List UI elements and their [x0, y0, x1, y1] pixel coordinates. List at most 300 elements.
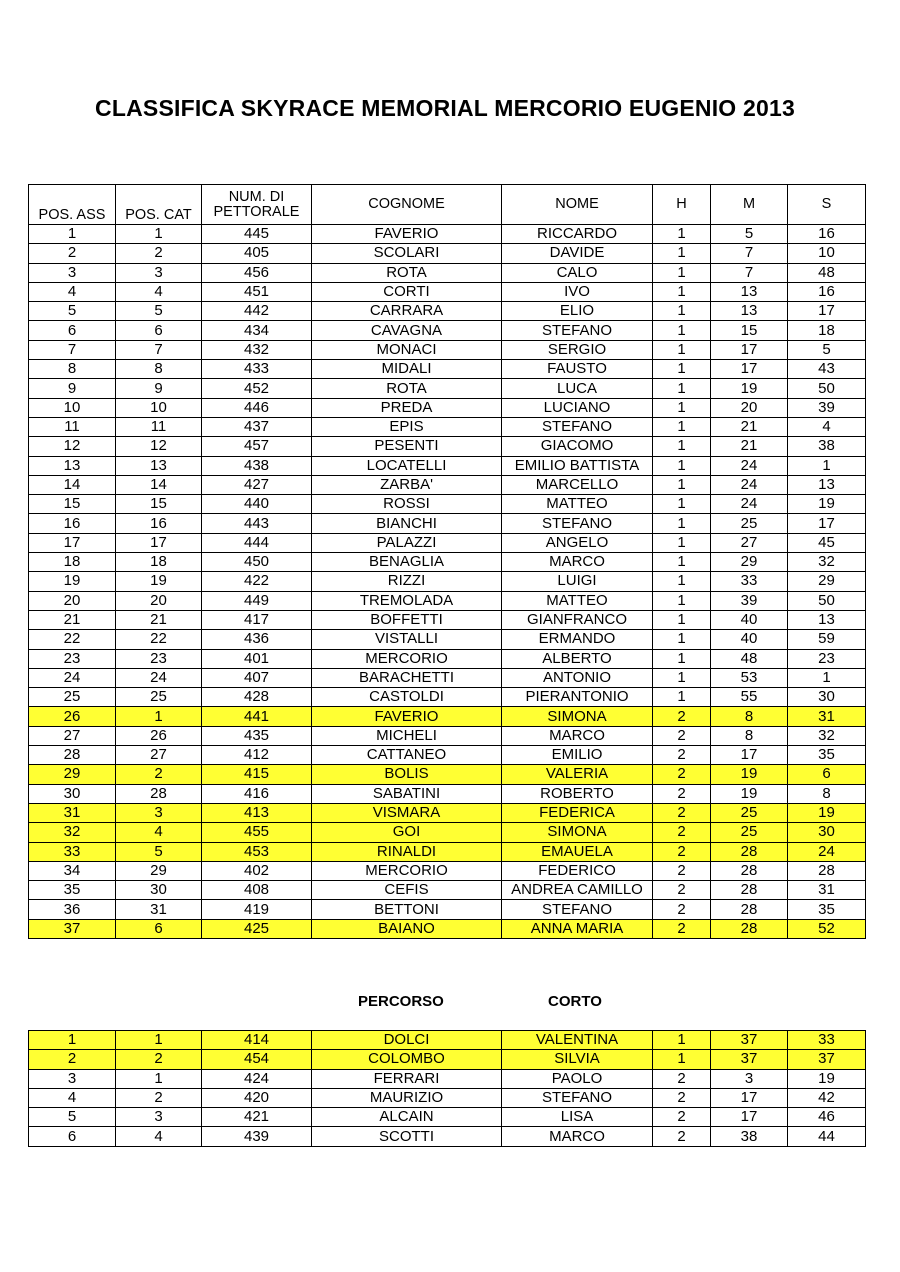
- cell-s: 19: [788, 495, 866, 514]
- table-row: [29, 572, 866, 591]
- cell-nome: SIMONA: [502, 823, 653, 842]
- table-row: [29, 514, 866, 533]
- cell-pos-ass: 5: [29, 1108, 116, 1127]
- cell-pos-cat: 10: [116, 398, 202, 417]
- table-row: [29, 417, 866, 436]
- cell-s: 31: [788, 707, 866, 726]
- header-cognome: COGNOME: [312, 185, 502, 225]
- cell-m: 40: [711, 630, 788, 649]
- cell-nome: ERMANDO: [502, 630, 653, 649]
- cell-s: 33: [788, 1031, 866, 1050]
- cell-num-pettorale: 412: [202, 746, 312, 765]
- cell-s: 29: [788, 572, 866, 591]
- cell-pos-ass: 1: [29, 225, 116, 244]
- cell-m: 28: [711, 900, 788, 919]
- cell-h: 1: [653, 456, 711, 475]
- cell-h: 1: [653, 630, 711, 649]
- cell-pos-cat: 4: [116, 1127, 202, 1146]
- cell-h: 1: [653, 417, 711, 436]
- cell-nome: LUCA: [502, 379, 653, 398]
- cell-nome: STEFANO: [502, 321, 653, 340]
- cell-pos-cat: 19: [116, 572, 202, 591]
- cell-pos-cat: 6: [116, 321, 202, 340]
- cell-s: 32: [788, 726, 866, 745]
- cell-pos-ass: 3: [29, 1069, 116, 1088]
- cell-cognome: CASTOLDI: [312, 688, 502, 707]
- cell-num-pettorale: 433: [202, 360, 312, 379]
- cell-pos-cat: 24: [116, 668, 202, 687]
- cell-h: 1: [653, 398, 711, 417]
- cell-num-pettorale: 457: [202, 437, 312, 456]
- cell-num-pettorale: 437: [202, 417, 312, 436]
- cell-pos-cat: 3: [116, 1108, 202, 1127]
- cell-nome: ANTONIO: [502, 668, 653, 687]
- cell-pos-cat: 2: [116, 1050, 202, 1069]
- cell-pos-ass: 26: [29, 707, 116, 726]
- cell-pos-ass: 37: [29, 919, 116, 938]
- table-row: [29, 610, 866, 629]
- cell-pos-cat: 14: [116, 475, 202, 494]
- cell-m: 5: [711, 225, 788, 244]
- cell-nome: MARCELLO: [502, 475, 653, 494]
- cell-pos-cat: 4: [116, 282, 202, 301]
- table-row: [29, 630, 866, 649]
- cell-num-pettorale: 449: [202, 591, 312, 610]
- table-row: [29, 340, 866, 359]
- cell-pos-cat: 1: [116, 707, 202, 726]
- cell-num-pettorale: 407: [202, 668, 312, 687]
- cell-cognome: ZARBA': [312, 475, 502, 494]
- table-row: [29, 321, 866, 340]
- cell-pos-ass: 2: [29, 1050, 116, 1069]
- cell-pos-cat: 31: [116, 900, 202, 919]
- cell-nome: ANGELO: [502, 533, 653, 552]
- cell-pos-cat: 20: [116, 591, 202, 610]
- cell-pos-ass: 17: [29, 533, 116, 552]
- cell-nome: ROBERTO: [502, 784, 653, 803]
- cell-num-pettorale: 444: [202, 533, 312, 552]
- cell-cognome: MERCORIO: [312, 649, 502, 668]
- cell-m: 37: [711, 1050, 788, 1069]
- cell-pos-cat: 2: [116, 244, 202, 263]
- cell-cognome: MIDALI: [312, 360, 502, 379]
- cell-cognome: MERCORIO: [312, 861, 502, 880]
- cell-pos-ass: 9: [29, 379, 116, 398]
- cell-h: 1: [653, 553, 711, 572]
- table-row: [29, 726, 866, 745]
- cell-s: 28: [788, 861, 866, 880]
- table-row: [29, 842, 866, 861]
- cell-nome: MARCO: [502, 1127, 653, 1146]
- cell-nome: ALBERTO: [502, 649, 653, 668]
- cell-m: 55: [711, 688, 788, 707]
- header-pos-cat: POS. CAT: [116, 185, 202, 225]
- cell-s: 16: [788, 225, 866, 244]
- cell-pos-cat: 2: [116, 765, 202, 784]
- cell-cognome: EPIS: [312, 417, 502, 436]
- cell-m: 28: [711, 842, 788, 861]
- cell-s: 19: [788, 1069, 866, 1088]
- results-body: [29, 225, 866, 939]
- cell-pos-ass: 29: [29, 765, 116, 784]
- cell-m: 19: [711, 379, 788, 398]
- cell-nome: MARCO: [502, 726, 653, 745]
- cell-cognome: RINALDI: [312, 842, 502, 861]
- table-row: [29, 765, 866, 784]
- cell-nome: SERGIO: [502, 340, 653, 359]
- cell-cognome: LOCATELLI: [312, 456, 502, 475]
- cell-h: 1: [653, 533, 711, 552]
- table-row: [29, 456, 866, 475]
- cell-cognome: CARRARA: [312, 302, 502, 321]
- cell-h: 1: [653, 437, 711, 456]
- table-row: [29, 688, 866, 707]
- cell-cognome: CAVAGNA: [312, 321, 502, 340]
- cell-nome: MATTEO: [502, 495, 653, 514]
- table-row: [29, 1031, 866, 1050]
- cell-pos-cat: 18: [116, 553, 202, 572]
- cell-nome: SILVIA: [502, 1050, 653, 1069]
- table-row: [29, 707, 866, 726]
- cell-s: 30: [788, 688, 866, 707]
- cell-s: 59: [788, 630, 866, 649]
- cell-h: 1: [653, 514, 711, 533]
- cell-pos-ass: 5: [29, 302, 116, 321]
- cell-h: 2: [653, 726, 711, 745]
- cell-num-pettorale: 440: [202, 495, 312, 514]
- cell-num-pettorale: 408: [202, 881, 312, 900]
- cell-num-pettorale: 455: [202, 823, 312, 842]
- cell-cognome: PESENTI: [312, 437, 502, 456]
- header-m: M: [711, 185, 788, 225]
- cell-nome: FEDERICA: [502, 803, 653, 822]
- table-row: [29, 437, 866, 456]
- cell-pos-cat: 25: [116, 688, 202, 707]
- cell-s: 31: [788, 881, 866, 900]
- cell-h: 1: [653, 340, 711, 359]
- table-row: [29, 1088, 866, 1107]
- cell-cognome: ROTA: [312, 379, 502, 398]
- cell-num-pettorale: 427: [202, 475, 312, 494]
- cell-nome: STEFANO: [502, 417, 653, 436]
- header-h: H: [653, 185, 711, 225]
- cell-m: 33: [711, 572, 788, 591]
- cell-num-pettorale: 439: [202, 1127, 312, 1146]
- cell-h: 2: [653, 823, 711, 842]
- cell-nome: ANNA MARIA: [502, 919, 653, 938]
- table-row: [29, 746, 866, 765]
- cell-pos-cat: 5: [116, 302, 202, 321]
- cell-h: 1: [653, 263, 711, 282]
- cell-num-pettorale: 428: [202, 688, 312, 707]
- cell-pos-cat: 1: [116, 225, 202, 244]
- cell-num-pettorale: 434: [202, 321, 312, 340]
- cell-nome: ELIO: [502, 302, 653, 321]
- cell-m: 27: [711, 533, 788, 552]
- cell-s: 50: [788, 379, 866, 398]
- cell-h: 2: [653, 1088, 711, 1107]
- cell-cognome: CATTANEO: [312, 746, 502, 765]
- cell-s: 5: [788, 340, 866, 359]
- cell-s: 39: [788, 398, 866, 417]
- cell-s: 18: [788, 321, 866, 340]
- cell-pos-cat: 3: [116, 263, 202, 282]
- cell-cognome: PREDA: [312, 398, 502, 417]
- cell-pos-cat: 5: [116, 842, 202, 861]
- cell-h: 1: [653, 282, 711, 301]
- cell-pos-ass: 6: [29, 1127, 116, 1146]
- cell-s: 35: [788, 900, 866, 919]
- cell-s: 13: [788, 610, 866, 629]
- cell-pos-ass: 28: [29, 746, 116, 765]
- section-label-corto: CORTO: [548, 993, 602, 1010]
- table-row: [29, 1127, 866, 1146]
- short-course-table: [28, 1030, 866, 1147]
- cell-num-pettorale: 419: [202, 900, 312, 919]
- cell-s: 52: [788, 919, 866, 938]
- cell-cognome: MAURIZIO: [312, 1088, 502, 1107]
- table-row: [29, 823, 866, 842]
- cell-pos-ass: 36: [29, 900, 116, 919]
- table-row: [29, 398, 866, 417]
- cell-m: 17: [711, 746, 788, 765]
- cell-s: 50: [788, 591, 866, 610]
- cell-pos-cat: 4: [116, 823, 202, 842]
- cell-pos-cat: 28: [116, 784, 202, 803]
- header-num-pettorale: NUM. DI PETTORALE: [202, 185, 312, 225]
- cell-pos-cat: 16: [116, 514, 202, 533]
- cell-h: 2: [653, 900, 711, 919]
- cell-pos-cat: 6: [116, 919, 202, 938]
- cell-cognome: ROSSI: [312, 495, 502, 514]
- cell-h: 2: [653, 861, 711, 880]
- cell-nome: GIACOMO: [502, 437, 653, 456]
- cell-h: 1: [653, 360, 711, 379]
- cell-cognome: BIANCHI: [312, 514, 502, 533]
- cell-m: 38: [711, 1127, 788, 1146]
- cell-pos-ass: 15: [29, 495, 116, 514]
- cell-cognome: RIZZI: [312, 572, 502, 591]
- cell-m: 7: [711, 263, 788, 282]
- cell-h: 1: [653, 572, 711, 591]
- table-row: [29, 668, 866, 687]
- cell-nome: CALO: [502, 263, 653, 282]
- cell-pos-ass: 12: [29, 437, 116, 456]
- cell-s: 35: [788, 746, 866, 765]
- cell-nome: ANDREA CAMILLO: [502, 881, 653, 900]
- cell-nome: PIERANTONIO: [502, 688, 653, 707]
- cell-num-pettorale: 442: [202, 302, 312, 321]
- cell-cognome: BOFFETTI: [312, 610, 502, 629]
- cell-pos-cat: 13: [116, 456, 202, 475]
- cell-pos-cat: 1: [116, 1069, 202, 1088]
- cell-s: 16: [788, 282, 866, 301]
- cell-num-pettorale: 405: [202, 244, 312, 263]
- cell-m: 19: [711, 765, 788, 784]
- table-row: [29, 475, 866, 494]
- cell-num-pettorale: 441: [202, 707, 312, 726]
- cell-num-pettorale: 435: [202, 726, 312, 745]
- cell-m: 28: [711, 861, 788, 880]
- cell-pos-ass: 20: [29, 591, 116, 610]
- cell-cognome: CEFIS: [312, 881, 502, 900]
- cell-h: 2: [653, 746, 711, 765]
- cell-nome: LUCIANO: [502, 398, 653, 417]
- cell-m: 19: [711, 784, 788, 803]
- cell-s: 23: [788, 649, 866, 668]
- cell-h: 1: [653, 610, 711, 629]
- cell-cognome: BARACHETTI: [312, 668, 502, 687]
- cell-num-pettorale: 452: [202, 379, 312, 398]
- cell-pos-ass: 2: [29, 244, 116, 263]
- cell-nome: PAOLO: [502, 1069, 653, 1088]
- cell-m: 53: [711, 668, 788, 687]
- cell-cognome: MICHELI: [312, 726, 502, 745]
- table-row: [29, 263, 866, 282]
- cell-cognome: GOI: [312, 823, 502, 842]
- cell-cognome: FAVERIO: [312, 707, 502, 726]
- cell-nome: EMAUELA: [502, 842, 653, 861]
- cell-h: 2: [653, 1069, 711, 1088]
- table-row: [29, 803, 866, 822]
- cell-num-pettorale: 424: [202, 1069, 312, 1088]
- cell-cognome: TREMOLADA: [312, 591, 502, 610]
- cell-s: 17: [788, 514, 866, 533]
- cell-m: 28: [711, 919, 788, 938]
- cell-s: 46: [788, 1108, 866, 1127]
- table-row: [29, 302, 866, 321]
- cell-pos-ass: 27: [29, 726, 116, 745]
- cell-h: 1: [653, 495, 711, 514]
- cell-pos-ass: 3: [29, 263, 116, 282]
- table-row: [29, 861, 866, 880]
- cell-cognome: VISTALLI: [312, 630, 502, 649]
- cell-pos-ass: 8: [29, 360, 116, 379]
- cell-nome: STEFANO: [502, 514, 653, 533]
- cell-pos-ass: 16: [29, 514, 116, 533]
- cell-m: 3: [711, 1069, 788, 1088]
- cell-m: 13: [711, 282, 788, 301]
- cell-m: 21: [711, 437, 788, 456]
- cell-m: 20: [711, 398, 788, 417]
- table-row: [29, 900, 866, 919]
- table-row: [29, 881, 866, 900]
- table-row: [29, 919, 866, 938]
- cell-num-pettorale: 450: [202, 553, 312, 572]
- cell-pos-ass: 32: [29, 823, 116, 842]
- cell-h: 1: [653, 321, 711, 340]
- table-row: [29, 649, 866, 668]
- cell-num-pettorale: 453: [202, 842, 312, 861]
- cell-pos-cat: 12: [116, 437, 202, 456]
- cell-nome: STEFANO: [502, 900, 653, 919]
- cell-nome: VALENTINA: [502, 1031, 653, 1050]
- cell-h: 2: [653, 707, 711, 726]
- cell-num-pettorale: 401: [202, 649, 312, 668]
- cell-m: 24: [711, 495, 788, 514]
- table-row: [29, 495, 866, 514]
- cell-pos-cat: 22: [116, 630, 202, 649]
- cell-num-pettorale: 402: [202, 861, 312, 880]
- cell-m: 8: [711, 726, 788, 745]
- cell-pos-ass: 25: [29, 688, 116, 707]
- cell-s: 6: [788, 765, 866, 784]
- cell-m: 29: [711, 553, 788, 572]
- cell-nome: RICCARDO: [502, 225, 653, 244]
- cell-m: 15: [711, 321, 788, 340]
- cell-nome: FEDERICO: [502, 861, 653, 880]
- cell-s: 24: [788, 842, 866, 861]
- cell-s: 30: [788, 823, 866, 842]
- cell-m: 25: [711, 514, 788, 533]
- table-row: [29, 1108, 866, 1127]
- cell-m: 17: [711, 1108, 788, 1127]
- cell-num-pettorale: 417: [202, 610, 312, 629]
- cell-nome: EMILIO: [502, 746, 653, 765]
- cell-nome: SIMONA: [502, 707, 653, 726]
- cell-pos-ass: 7: [29, 340, 116, 359]
- cell-m: 13: [711, 302, 788, 321]
- cell-nome: GIANFRANCO: [502, 610, 653, 629]
- header-nome: NOME: [502, 185, 653, 225]
- cell-s: 8: [788, 784, 866, 803]
- table-row: [29, 244, 866, 263]
- cell-h: 1: [653, 688, 711, 707]
- cell-num-pettorale: 454: [202, 1050, 312, 1069]
- cell-h: 2: [653, 919, 711, 938]
- cell-nome: IVO: [502, 282, 653, 301]
- cell-pos-cat: 9: [116, 379, 202, 398]
- cell-h: 1: [653, 649, 711, 668]
- cell-h: 1: [653, 591, 711, 610]
- cell-m: 7: [711, 244, 788, 263]
- section-label-percorso: PERCORSO: [358, 993, 444, 1010]
- cell-num-pettorale: 432: [202, 340, 312, 359]
- cell-m: 28: [711, 881, 788, 900]
- cell-pos-ass: 19: [29, 572, 116, 591]
- cell-cognome: BAIANO: [312, 919, 502, 938]
- cell-cognome: SCOTTI: [312, 1127, 502, 1146]
- cell-cognome: BOLIS: [312, 765, 502, 784]
- cell-s: 17: [788, 302, 866, 321]
- cell-m: 37: [711, 1031, 788, 1050]
- cell-h: 1: [653, 302, 711, 321]
- cell-h: 1: [653, 475, 711, 494]
- header-pos-ass: POS. ASS: [29, 185, 116, 225]
- cell-h: 1: [653, 225, 711, 244]
- cell-m: 21: [711, 417, 788, 436]
- cell-nome: EMILIO BATTISTA: [502, 456, 653, 475]
- cell-m: 17: [711, 1088, 788, 1107]
- cell-cognome: VISMARA: [312, 803, 502, 822]
- cell-h: 1: [653, 244, 711, 263]
- cell-pos-cat: 30: [116, 881, 202, 900]
- cell-pos-ass: 18: [29, 553, 116, 572]
- cell-pos-ass: 30: [29, 784, 116, 803]
- cell-num-pettorale: 456: [202, 263, 312, 282]
- cell-h: 1: [653, 1050, 711, 1069]
- cell-num-pettorale: 416: [202, 784, 312, 803]
- cell-m: 8: [711, 707, 788, 726]
- short-course-body: [29, 1031, 866, 1147]
- cell-num-pettorale: 421: [202, 1108, 312, 1127]
- cell-num-pettorale: 436: [202, 630, 312, 649]
- results-table: [28, 184, 866, 939]
- cell-num-pettorale: 415: [202, 765, 312, 784]
- cell-m: 24: [711, 456, 788, 475]
- cell-pos-ass: 6: [29, 321, 116, 340]
- cell-pos-cat: 29: [116, 861, 202, 880]
